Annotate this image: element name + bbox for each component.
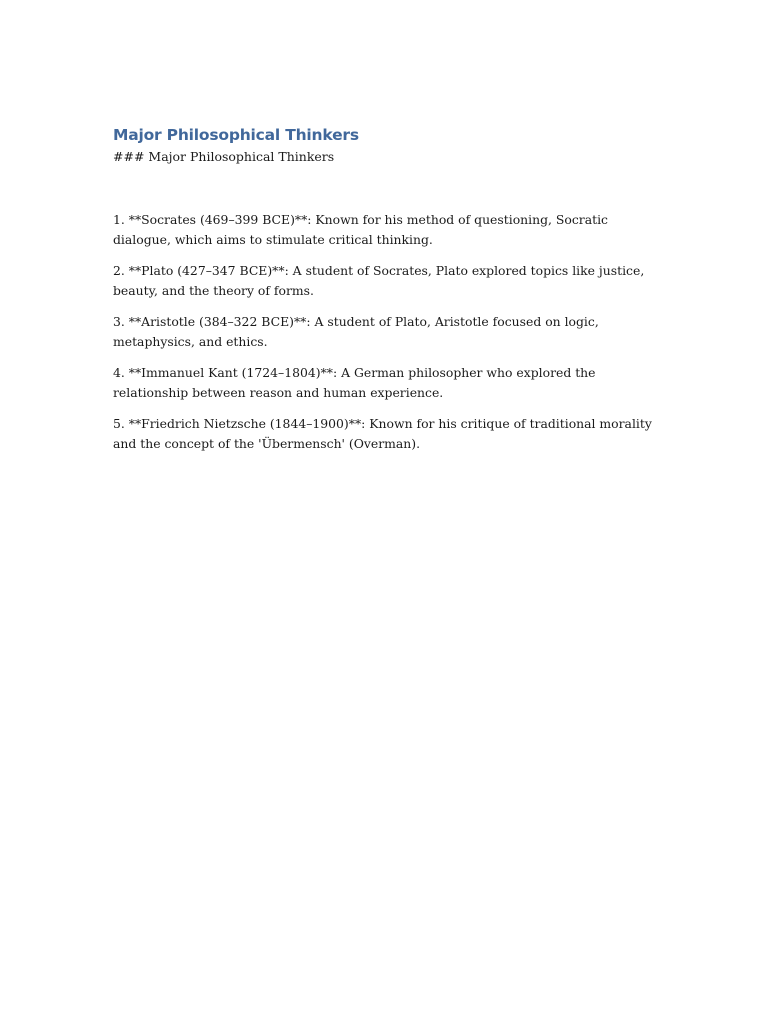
document-body [113, 124, 658, 465]
list-item: 2. **Plato (427–347 BCE)**: A student of Socrates, Plato explored topics like justice, beauty, and the theory of forms. [113, 263, 645, 298]
list-item: 1. **Socrates (469–399 BCE)**: Known for his method of questioning, Socratic dialogue, which aims to stimulate critical thinking. [113, 212, 608, 247]
markdown-subheading: ### Major Philosophical Thinkers [113, 149, 335, 164]
thinkers-list [113, 210, 658, 454]
list-item: 5. **Friedrich Nietzsche (1844–1900)**: Known for his critique of traditional morality and the concept of the 'Übermensch' (Overman). [113, 416, 652, 451]
list-item: 4. **Immanuel Kant (1724–1804)**: A German philosopher who explored the relationship between reason and human experience. [113, 365, 596, 400]
document-title: Major Philosophical Thinkers [113, 126, 359, 144]
list-item: 3. **Aristotle (384–322 BCE)**: A student of Plato, Aristotle focused on logic, metaphysics, and ethics. [113, 314, 599, 349]
